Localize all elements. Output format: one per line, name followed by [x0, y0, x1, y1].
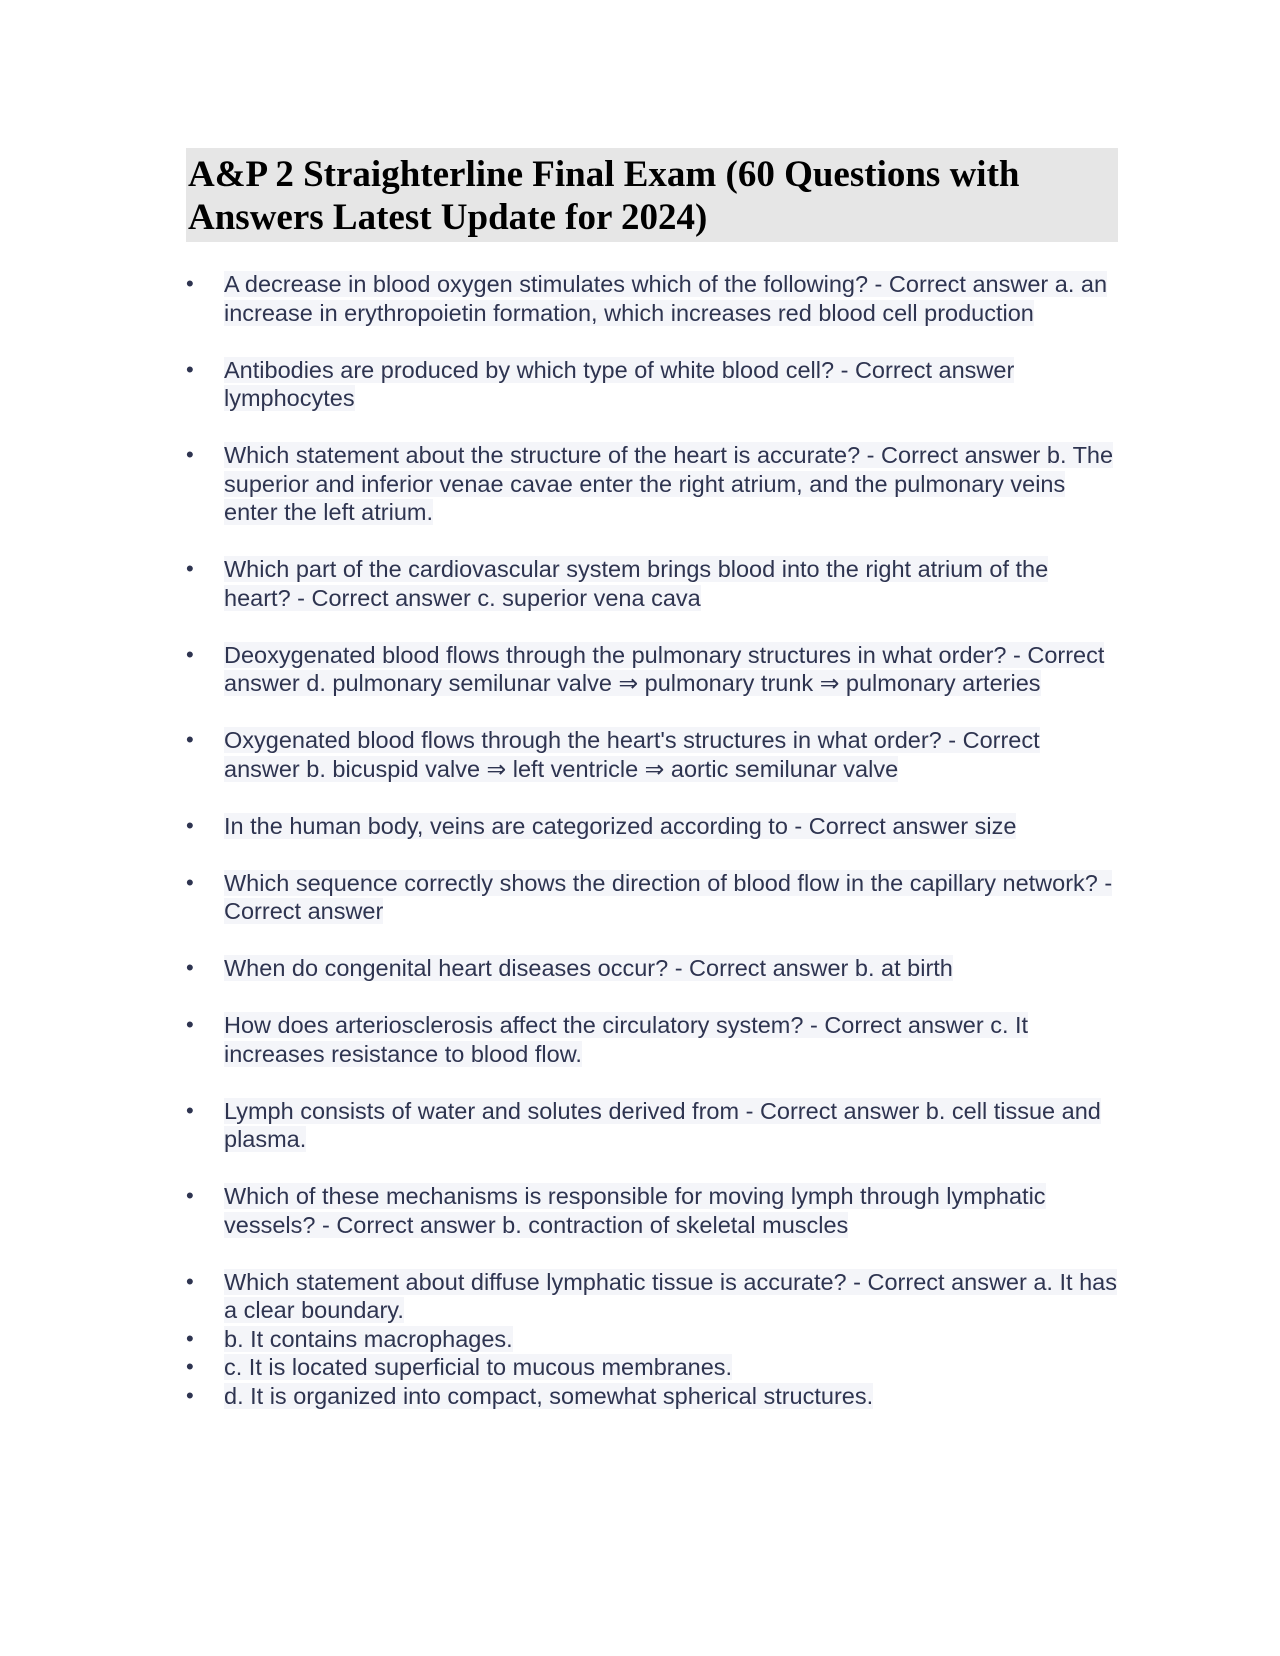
question-answer-text: Which statement about the structure of the heart is accurate? - Correct answer b. The superior and inferior venae cavae enter the right atrium, and the pulmonary veins enter the left atrium. — [224, 442, 1114, 525]
question-answer-text: Which statement about diffuse lymphatic tissue is accurate? - Correct answer a. It has a clear boundary. — [224, 1268, 1117, 1323]
list-item — [186, 1382, 1118, 1411]
question-list — [186, 270, 1118, 1410]
question-answer-text: Which of these mechanisms is responsible for moving lymph through lymphatic vessels? - Correct answer b. contraction of skeletal muscles — [224, 1183, 1046, 1238]
question-answer-text: Which sequence correctly shows the direction of blood flow in the capillary network? - Correct answer — [224, 869, 1113, 924]
bullet-icon: • — [186, 955, 194, 980]
bullet-icon: • — [186, 442, 194, 467]
question-answer-text: When do congenital heart diseases occur? - Correct answer b. at birth — [224, 955, 953, 981]
bullet-icon: • — [186, 812, 194, 838]
list-item — [186, 641, 1118, 698]
answer-option-text: b. It contains macrophages. — [224, 1325, 513, 1352]
question-answer-text: Oxygenated blood flows through the heart's structures in what order? - Correct answer b. bicuspid valve ⇒ left ventricle ⇒ aortic semilunar valve — [224, 727, 1040, 782]
title-block — [186, 148, 1118, 242]
list-item — [186, 1268, 1118, 1325]
list-item — [186, 356, 1118, 413]
list-item — [186, 812, 1118, 841]
list-item — [186, 1097, 1118, 1154]
question-answer-text: A decrease in blood oxygen stimulates which of the following? - Correct answer a. an increase in erythropoietin formation, which increases red blood cell production — [224, 271, 1108, 326]
list-item — [186, 869, 1118, 926]
bullet-icon: • — [186, 356, 194, 382]
list-item — [186, 555, 1118, 612]
list-item — [186, 1011, 1118, 1068]
question-answer-text: Antibodies are produced by which type of white blood cell? - Correct answer lymphocytes — [224, 356, 1015, 411]
list-item — [186, 1353, 1118, 1382]
question-answer-text: Deoxygenated blood flows through the pulmonary structures in what order? - Correct answer d. pulmonary semilunar valve ⇒ pulmonary trunk ⇒ pulmonary arteries — [224, 641, 1105, 696]
list-item — [186, 726, 1118, 783]
bullet-icon: • — [186, 1183, 194, 1208]
question-answer-text: In the human body, veins are categorized according to - Correct answer size — [224, 812, 1017, 839]
bullet-icon: • — [186, 271, 194, 296]
list-item — [186, 270, 1118, 327]
list-item — [186, 954, 1118, 983]
list-item — [186, 1182, 1118, 1239]
bullet-icon: • — [186, 1325, 194, 1351]
bullet-icon: • — [186, 869, 194, 895]
question-answer-text: Which part of the cardiovascular system brings blood into the right atrium of the heart? - Correct answer c. superior vena cava — [224, 556, 1049, 611]
answer-option-text: c. It is located superficial to mucous membranes. — [224, 1354, 733, 1380]
question-answer-text: How does arteriosclerosis affect the circulatory system? - Correct answer c. It increases resistance to blood flow. — [224, 1012, 1029, 1067]
document-page — [186, 148, 1118, 1410]
bullet-icon: • — [186, 1268, 194, 1294]
list-item — [186, 441, 1118, 527]
bullet-icon: • — [186, 556, 194, 581]
bullet-icon: • — [186, 641, 194, 667]
document-title: A&P 2 Straighterline Final Exam (60 Questions with Answers Latest Update for 2024) — [188, 154, 1020, 238]
bullet-icon: • — [186, 727, 194, 752]
bullet-icon: • — [186, 1354, 194, 1379]
bullet-icon: • — [186, 1097, 194, 1123]
list-item — [186, 1325, 1118, 1354]
question-answer-text: Lymph consists of water and solutes derived from - Correct answer b. cell tissue and plasma. — [224, 1097, 1101, 1152]
answer-option-text: d. It is organized into compact, somewhat spherical structures. — [224, 1382, 874, 1409]
bullet-icon: • — [186, 1012, 194, 1037]
bullet-icon: • — [186, 1382, 194, 1408]
